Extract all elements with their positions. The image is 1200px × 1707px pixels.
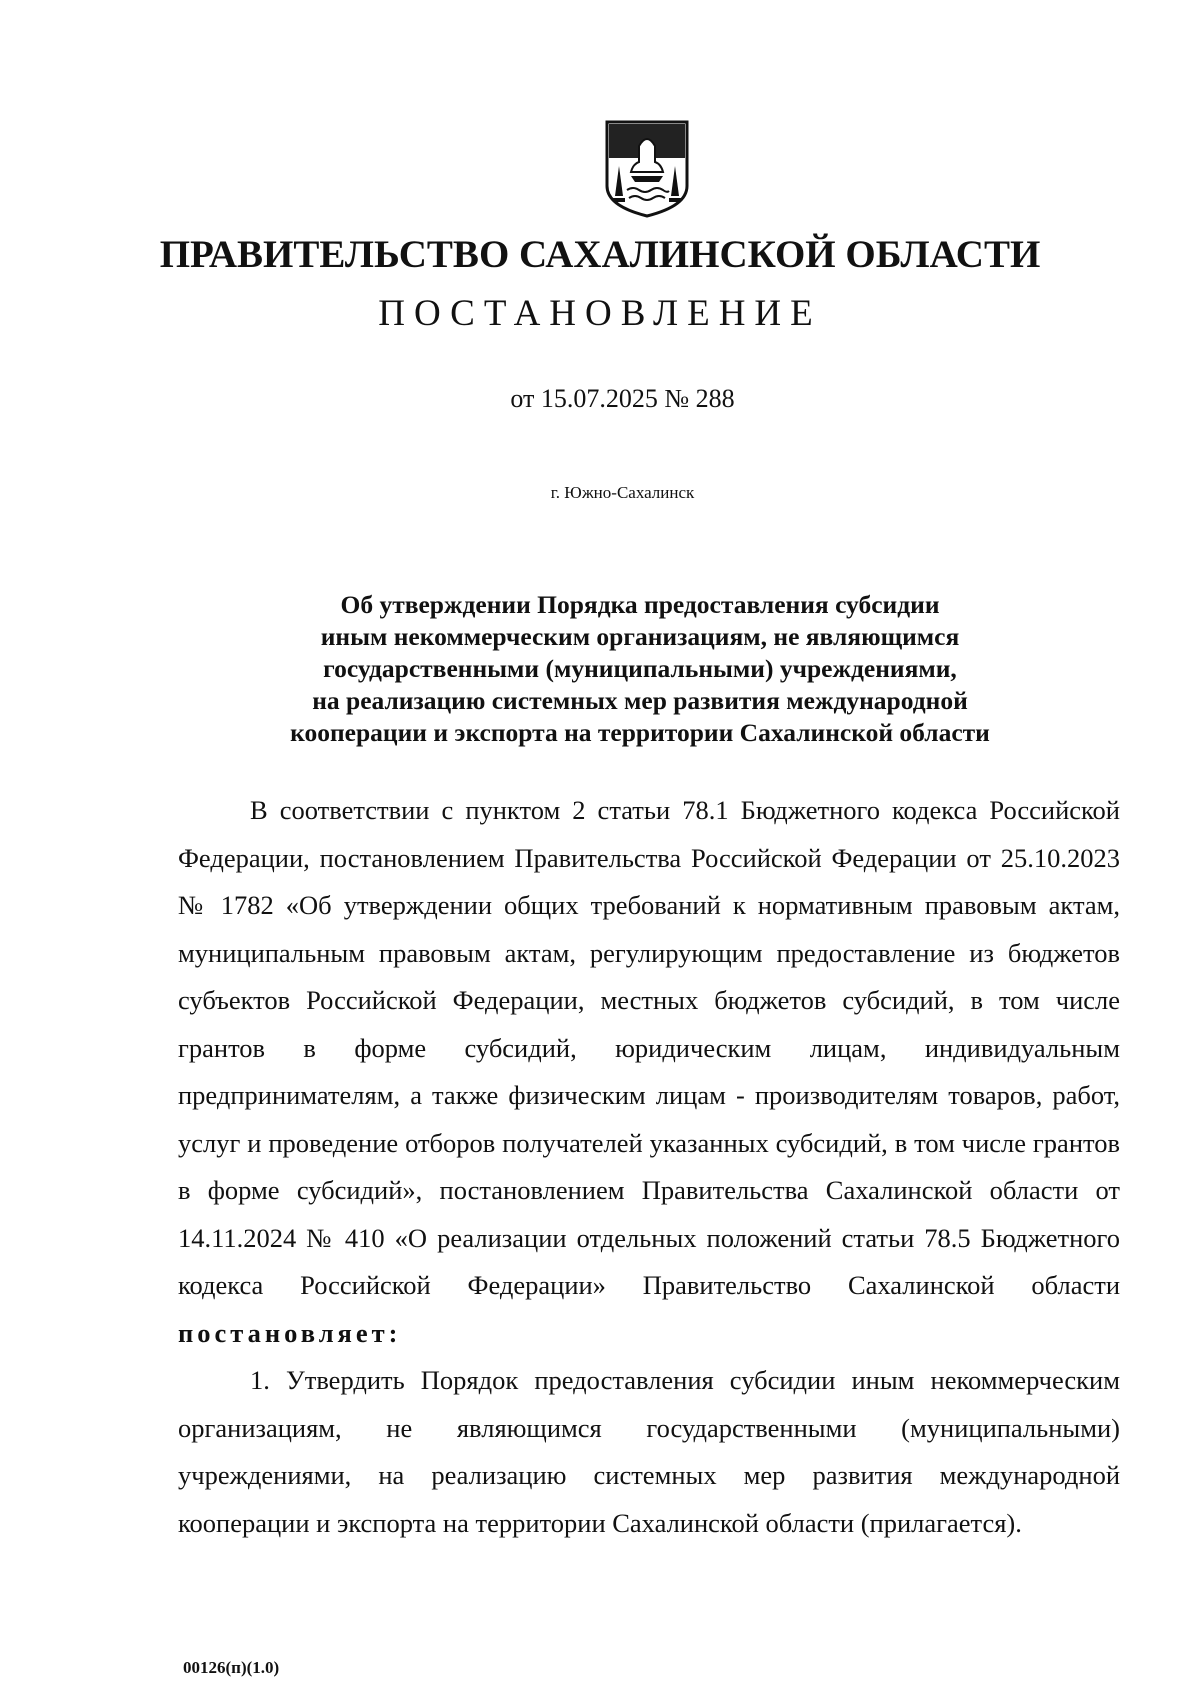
document-body	[178, 787, 1120, 1547]
subject-line: государственными (муниципальными) учреждениями,	[323, 654, 957, 683]
subject-line: на реализацию системных мер развития международной	[312, 686, 968, 715]
subject-line: кооперации и экспорта на территории Сахалинской области	[290, 718, 990, 747]
document-date-number: от 15.07.2025 № 288	[510, 384, 735, 413]
document-city: г. Южно-Сахалинск	[550, 483, 695, 502]
preamble-paragraph	[178, 787, 1120, 1357]
government-title: ПРАВИТЕЛЬСТВО САХАЛИНСКОЙ ОБЛАСТИ	[159, 233, 1041, 276]
document-type: ПОСТАНОВЛЕНИЕ	[378, 293, 822, 334]
coat-of-arms-icon	[601, 118, 693, 218]
footer-form-code: 00126(п)(1.0)	[183, 1658, 280, 1677]
resolves-word: постановляет:	[178, 1317, 402, 1348]
preamble-text: В соответствии с пунктом 2 статьи 78.1 Бюджетного кодекса Российской Федерации, постановлением Правительства Российской Федерации от 25.10.2023 № 1782 «Об утверждении общих требований к нормативным правовым актам, муниципальным правовым актам, регулирующим предоставление из бюджетов субъектов Российской Федерации, местных бюджетов субсидий, в том числе грантов в форме субсидий, юридическим лицам, индивидуальным предпринимателям, а также физическим лицам - производителям товаров, работ, услуг и проведение отборов получателей указанных субсидий, в том числе грантов в форме субсидий», постановлением Правительства Сахалинской области от 14.11.2024 № 410 «О реализации отдельных положений статьи 78.5 Бюджетного кодекса Российской Федерации» Правительство Сахалинской области	[178, 795, 1120, 1300]
item-1-paragraph: 1. Утвердить Порядок предоставления субсидии иным некоммерческим организациям, не являющимся государственными (муниципальными) учреждениями, на реализацию системных мер развития международной кооперации и экспорта на территории Сахалинской области (прилагается).	[178, 1365, 1120, 1538]
document-subject	[200, 589, 1080, 749]
subject-line: иным некоммерческим организациям, не являющимся	[320, 622, 960, 651]
subject-line: Об утверждении Порядка предоставления субсидии	[340, 590, 940, 619]
